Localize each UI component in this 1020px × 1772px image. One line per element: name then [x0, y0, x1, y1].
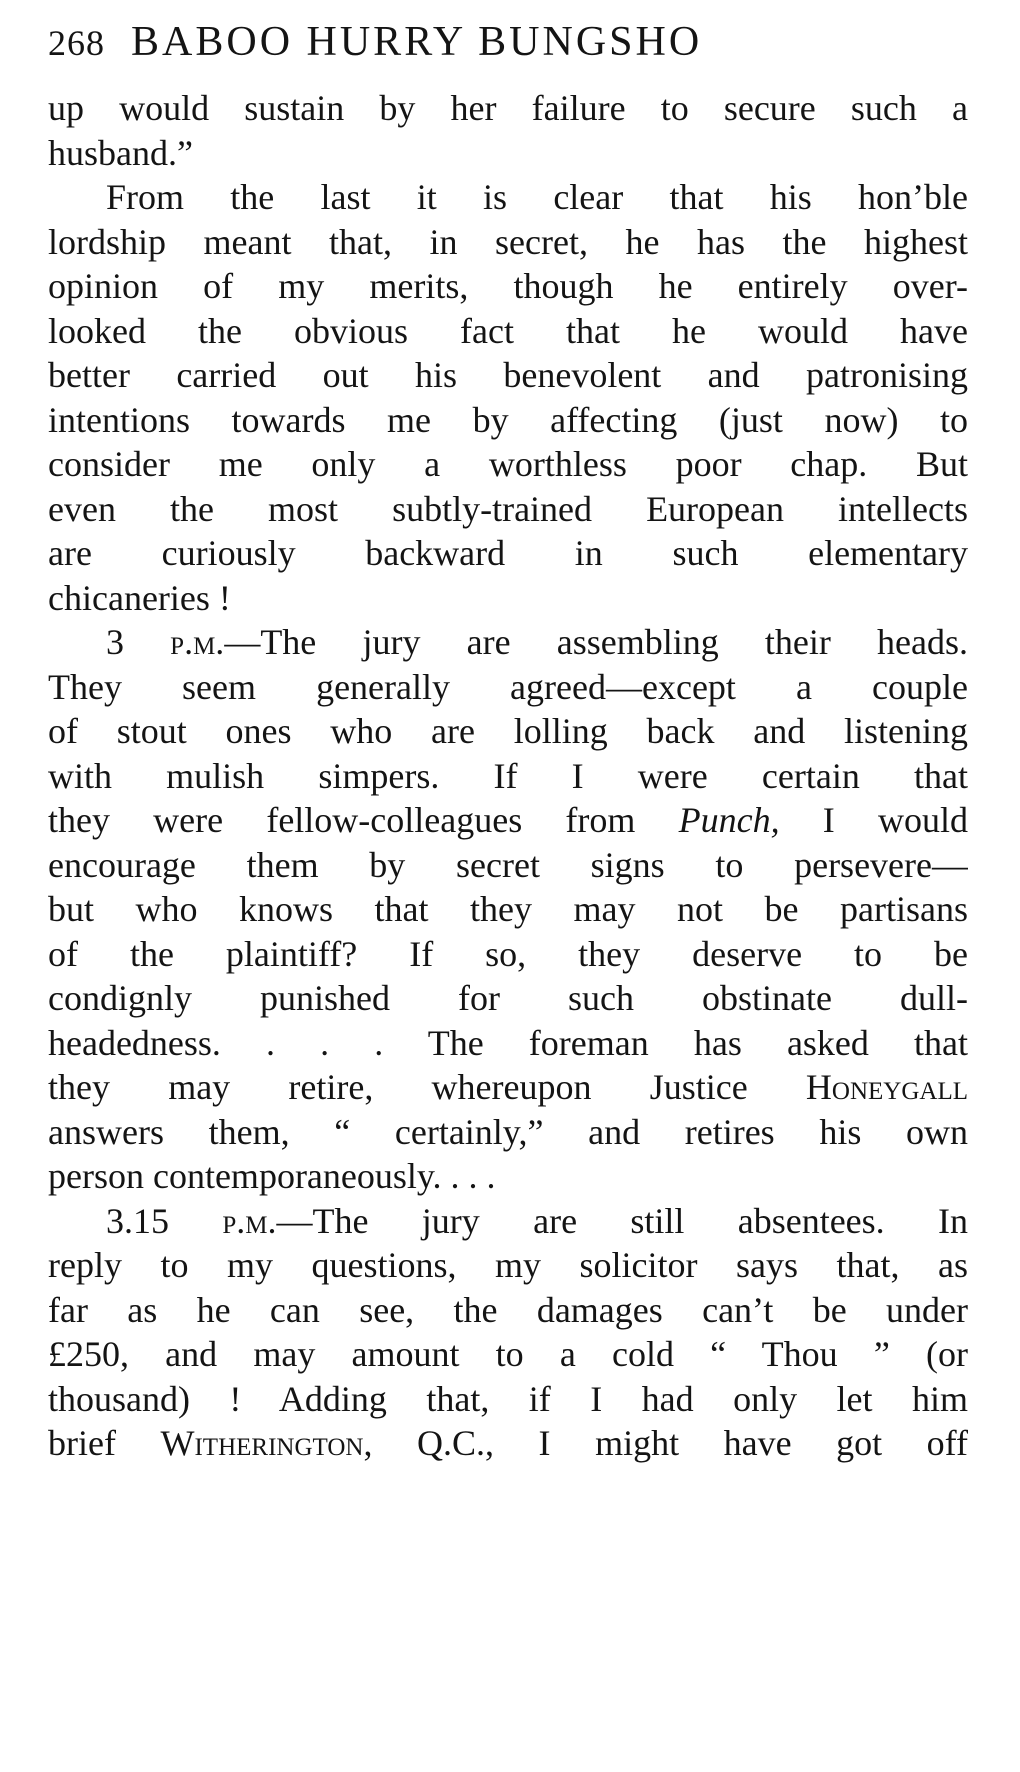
small-caps-text: p.m.: [222, 1200, 277, 1241]
text-line: chicaneries !: [48, 577, 231, 618]
running-title: BABOO HURRY BUNGSHO: [131, 19, 703, 65]
text-line: consider me only a worthless poor chap. But: [48, 444, 968, 484]
text-line: reply to my questions, my solicitor says that, as: [48, 1245, 968, 1285]
text-line: better carried out his benevolent and patronising: [48, 355, 968, 395]
text-line: lordship meant that, in secret, he has the highest: [48, 221, 968, 262]
line-text: —The jury are still absentees. In: [276, 1200, 968, 1241]
text-line: of stout ones who are lolling back and listening: [48, 711, 968, 751]
line-text: , Q.C., I might have got off: [363, 1423, 968, 1463]
small-caps-text: Witherington: [160, 1423, 364, 1463]
text-line: far as he can see, the damages can’t be under: [48, 1289, 968, 1330]
text-line: looked the obvious fact that he would have: [48, 310, 968, 351]
book-page: [48, 18, 968, 1466]
paragraph-first-line: From the last it is clear that his hon’ble: [106, 177, 968, 217]
text-line: intentions towards me by affecting (just now) to: [48, 399, 968, 440]
line-text: they were fellow-colleagues from: [48, 800, 679, 840]
paragraph-first-line: [48, 620, 968, 665]
text-line: of the plaintiff? If so, they deserve to be: [48, 933, 968, 974]
text-line: opinion of my merits, though he entirely over-: [48, 266, 968, 306]
text-line: [48, 798, 968, 843]
text-line: They seem generally agreed—except a couple: [48, 666, 968, 707]
text-line: even the most subtly-trained European intellects: [48, 488, 968, 529]
text-line: encourage them by secret signs to persevere—: [48, 844, 968, 885]
text-line: husband.”: [48, 132, 193, 173]
body-text: [48, 86, 968, 1466]
text-line: £250, and may amount to a cold “ Thou ” (or: [48, 1334, 968, 1374]
page-number: 268: [48, 23, 105, 63]
time-entry: 3.15: [106, 1200, 223, 1241]
time-entry: 3: [106, 622, 171, 662]
text-line: headedness. . . . The foreman has asked that: [48, 1022, 968, 1063]
text-line: with mulish simpers. If I were certain that: [48, 755, 968, 796]
text-line: but who knows that they may not be partisans: [48, 889, 968, 929]
line-text: they may retire, whereupon Justice: [48, 1067, 806, 1107]
line-text: I would: [779, 800, 968, 840]
text-line: [48, 1065, 968, 1110]
text-line: thousand) ! Adding that, if I had only let him: [48, 1378, 968, 1419]
text-line: up would sustain by her failure to secure such a: [48, 88, 968, 128]
small-caps-text: Honeygall: [805, 1067, 968, 1107]
paragraph-first-line: [48, 1199, 968, 1244]
running-head: [48, 18, 968, 80]
text-line: answers them, “ certainly,” and retires his own: [48, 1111, 968, 1152]
text-line: are curiously backward in such elementary: [48, 533, 968, 573]
italic-text: Punch,: [678, 800, 780, 840]
small-caps-text: p.m.: [170, 622, 225, 662]
line-text: brief: [48, 1423, 161, 1463]
text-line: condignly punished for such obstinate dull-: [48, 978, 968, 1018]
line-text: —The jury are assembling their heads.: [224, 622, 968, 662]
text-line: person contemporaneously. . . .: [48, 1156, 496, 1196]
text-line: [48, 1421, 968, 1466]
